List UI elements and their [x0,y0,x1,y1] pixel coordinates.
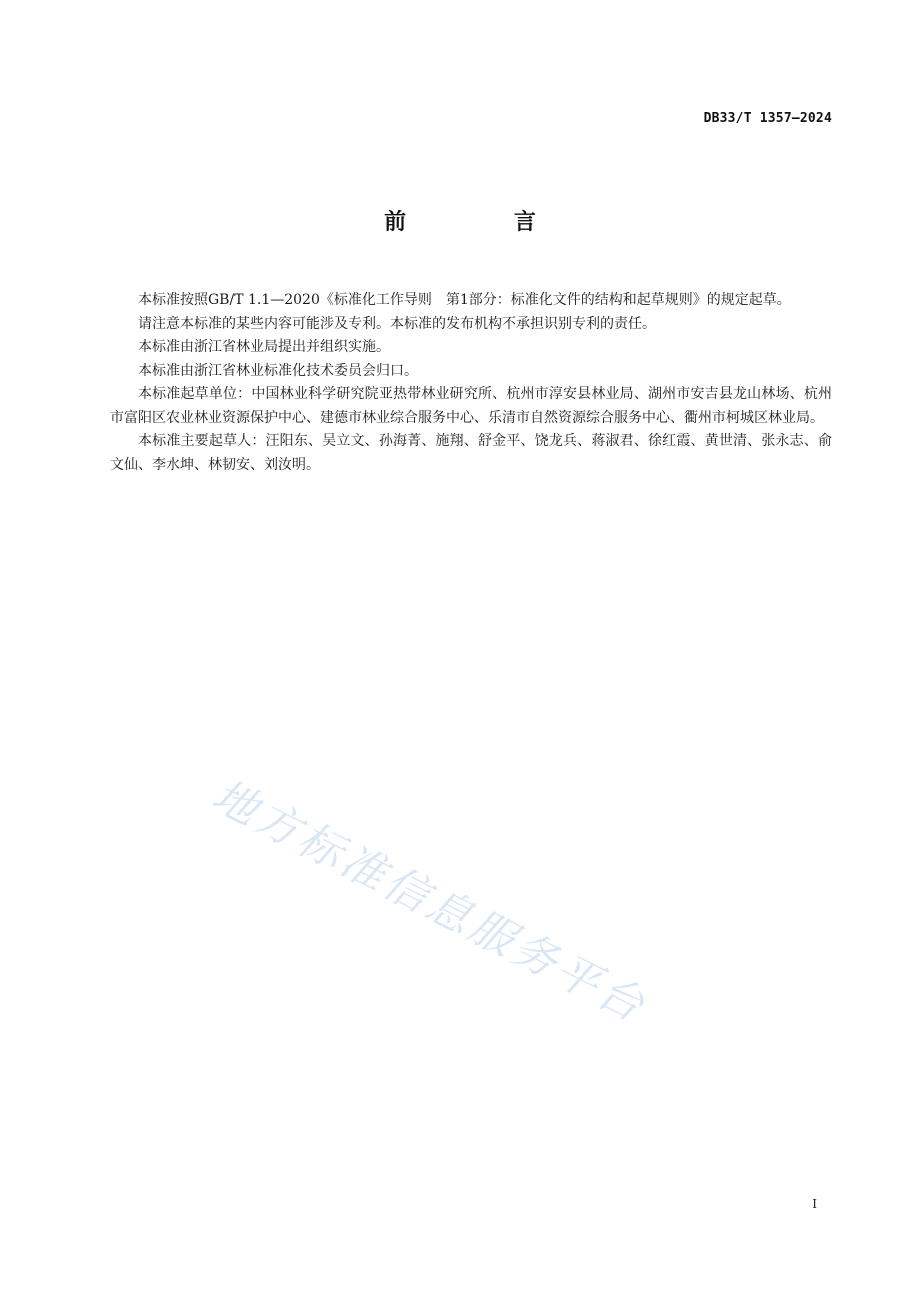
paragraph-drafting-units: 本标准起草单位：中国林业科学研究院亚热带林业研究所、杭州市淳安县林业局、湖州市安吉县龙山林场、杭州市富阳区农业林业资源保护中心、建德市林业综合服务中心、乐清市自然资源综合服务中心、衢州市柯城区林业局。 [110,386,832,426]
paragraph-drafting-rules: 本标准按照GB/T 1.1—2020《标准化工作导则 第1部分：标准化文件的结构和起草规则》的规定起草。 [138,292,791,308]
paragraph-proposer: 本标准由浙江省林业局提出并组织实施。 [138,339,390,355]
standard-code: DB33/T 1357—2024 [703,111,832,126]
paragraph-drafters: 本标准主要起草人：汪阳东、吴立文、孙海菁、施翔、舒金平、饶龙兵、蒋淑君、徐红霞、黄世清、张永志、俞文仙、李水坤、林韧安、刘汝明。 [110,433,832,473]
page-number: I [812,1197,817,1211]
foreword-body [110,289,832,477]
paragraph-committee: 本标准由浙江省林业标准化技术委员会归口。 [138,362,418,379]
paragraph-patent-notice: 请注意本标准的某些内容可能涉及专利。本标准的发布机构不承担识别专利的责任。 [138,315,656,332]
page-title: 前 言 [384,210,586,235]
watermark: 地方标准信息服务平台 [203,769,655,1034]
